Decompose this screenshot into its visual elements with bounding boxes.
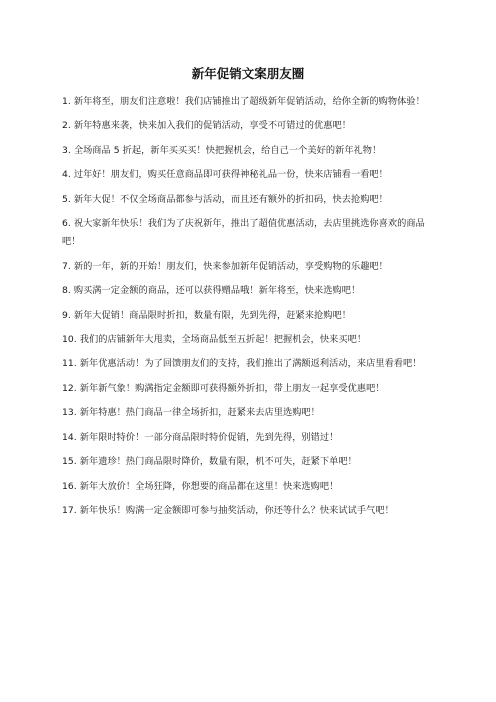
list-item: 8. 购买满一定金额的商品，还可以获得赠品哦！新年将至，快来选购吧！ xyxy=(62,285,361,297)
list-item: 9. 新年大促销！商品限时折扣，数量有限，先到先得，赶紧来抢购吧！ xyxy=(62,309,351,321)
list-item: 10. 我们的店铺新年大甩卖，全场商品低至五折起！把握机会，快来买吧！ xyxy=(62,334,367,346)
list-item: 5. 新年大促！不仅全场商品都参与活动，而且还有额外的折扣码，快去抢购吧！ xyxy=(62,193,388,205)
list-item: 16. 新年大放价！全场狂降，你想要的商品都在这里！快来选购吧！ xyxy=(62,480,339,492)
document-title: 新年促销文案朋友圈 xyxy=(191,66,305,81)
list-item: 3. 全场商品 5 折起，新年买买买！快把握机会，给自己一个美好的新年礼物！ xyxy=(62,144,382,156)
list-item: 7. 新的一年，新的开始！朋友们，快来参加新年促销活动，享受购物的乐趣吧！ xyxy=(62,260,388,272)
list-item: 4. 过年好！朋友们，购买任意商品即可获得神秘礼品一份，快来店铺看一看吧！ xyxy=(62,169,388,181)
list-item: 1. 新年将至，朋友们注意啦！我们店铺推出了超级新年促销活动，给你全新的购物体验！ xyxy=(62,96,425,107)
list-item: 17. 新年快乐！购满一定金额即可参与抽奖活动，你还等什么？快来试试手气吧！ xyxy=(62,504,394,516)
promo-list xyxy=(62,93,440,526)
list-item: 13. 新年特惠！热门商品一律全场折扣，赶紧来去店里选购吧！ xyxy=(62,407,320,419)
list-item: 6. 祝大家新年快乐！我们为了庆祝新年，推出了超值优惠活动，去店里挑选你喜欢的商品吧！ xyxy=(62,218,425,248)
list-item: 12. 新年新气象！购满指定金额即可获得额外折扣，带上朋友一起享受优惠吧！ xyxy=(62,382,385,394)
list-item: 14. 新年限时特价！一部分商品限时特价促销，先到先得，别错过！ xyxy=(62,431,339,443)
list-item: 2. 新年特惠来袭，快来加入我们的促销活动，享受不可错过的优惠吧！ xyxy=(62,120,351,132)
list-item: 15. 新年遗珍！热门商品限时降价，数量有限，机不可失，赶紧下单吧！ xyxy=(62,456,357,468)
list-item: 11. 新年优惠活动！为了回馈朋友们的支持，我们推出了满额返利活动，来店里看看吧！ xyxy=(62,358,422,370)
